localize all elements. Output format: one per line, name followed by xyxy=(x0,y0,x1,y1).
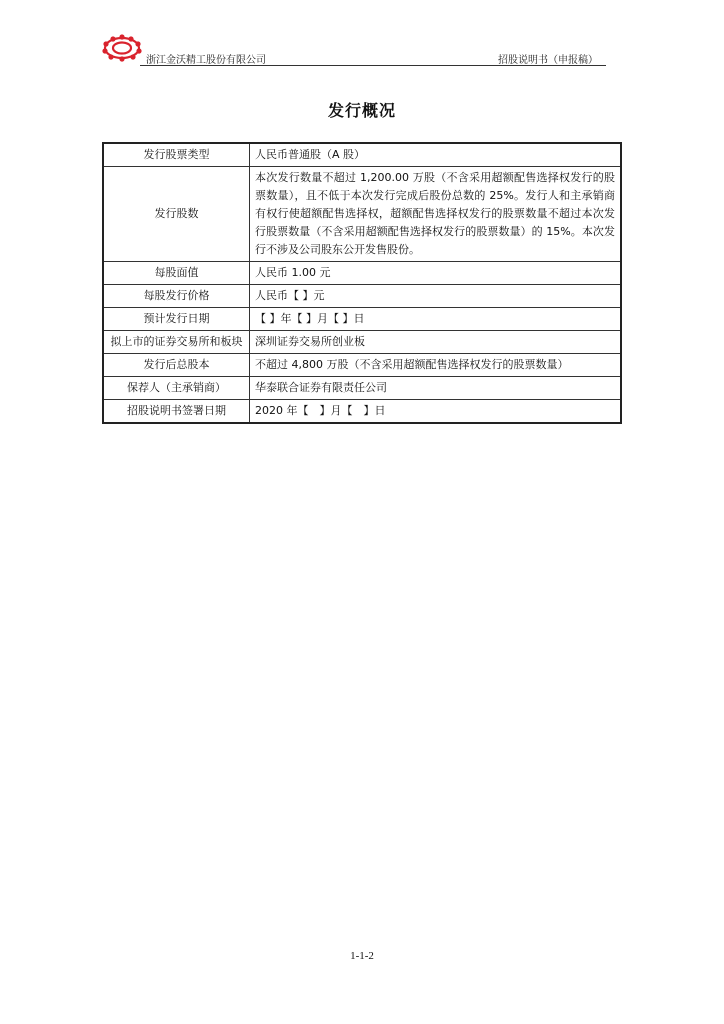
offering-overview-table xyxy=(102,142,622,424)
row-label: 预计发行日期 xyxy=(103,308,250,331)
row-label: 每股发行价格 xyxy=(103,285,250,308)
table-row xyxy=(103,377,621,400)
row-value: 本次发行数量不超过 1,200.00 万股（不含采用超额配售选择权发行的股票数量），且不低于本次发行完成后股份总数的 25%。发行人和主承销商有权行使超额配售选择权，超额配售选择权发行的股票数量不超过本次发行股票数量（不含采用超额配售选择权发行的股票数量）的 15%。本次发行不涉及公司股东公开发售股份。 xyxy=(250,167,622,262)
row-value: 2020 年【 】月【 】日 xyxy=(250,400,622,424)
table-row xyxy=(103,308,621,331)
row-label: 发行股数 xyxy=(103,167,250,262)
table-row xyxy=(103,143,621,167)
table-row xyxy=(103,354,621,377)
row-label: 发行后总股本 xyxy=(103,354,250,377)
row-value: 深圳证券交易所创业板 xyxy=(250,331,622,354)
row-value: 【 】年【 】月【 】日 xyxy=(250,308,622,331)
row-label: 拟上市的证券交易所和板块 xyxy=(103,331,250,354)
page-header xyxy=(100,34,606,66)
table-row xyxy=(103,262,621,285)
row-value: 人民币普通股（A 股） xyxy=(250,143,622,167)
table-row xyxy=(103,167,621,262)
row-value: 不超过 4,800 万股（不含采用超额配售选择权发行的股票数量） xyxy=(250,354,622,377)
header-divider xyxy=(140,65,606,66)
row-value: 人民币【 】元 xyxy=(250,285,622,308)
table-row xyxy=(103,331,621,354)
table-row xyxy=(103,400,621,424)
row-value: 华泰联合证券有限责任公司 xyxy=(250,377,622,400)
page-title: 发行概况 xyxy=(327,101,396,120)
row-label: 保荐人（主承销商） xyxy=(103,377,250,400)
company-name: 浙江金沃精工股份有限公司 xyxy=(146,55,266,66)
row-value: 人民币 1.00 元 xyxy=(250,262,622,285)
document-type: 招股说明书（申报稿） xyxy=(498,55,598,66)
row-label: 发行股票类型 xyxy=(103,143,250,167)
row-label: 每股面值 xyxy=(103,262,250,285)
table-row xyxy=(103,285,621,308)
page-number: 1-1-2 xyxy=(350,950,374,962)
company-logo-icon xyxy=(100,34,144,64)
row-label: 招股说明书签署日期 xyxy=(103,400,250,424)
